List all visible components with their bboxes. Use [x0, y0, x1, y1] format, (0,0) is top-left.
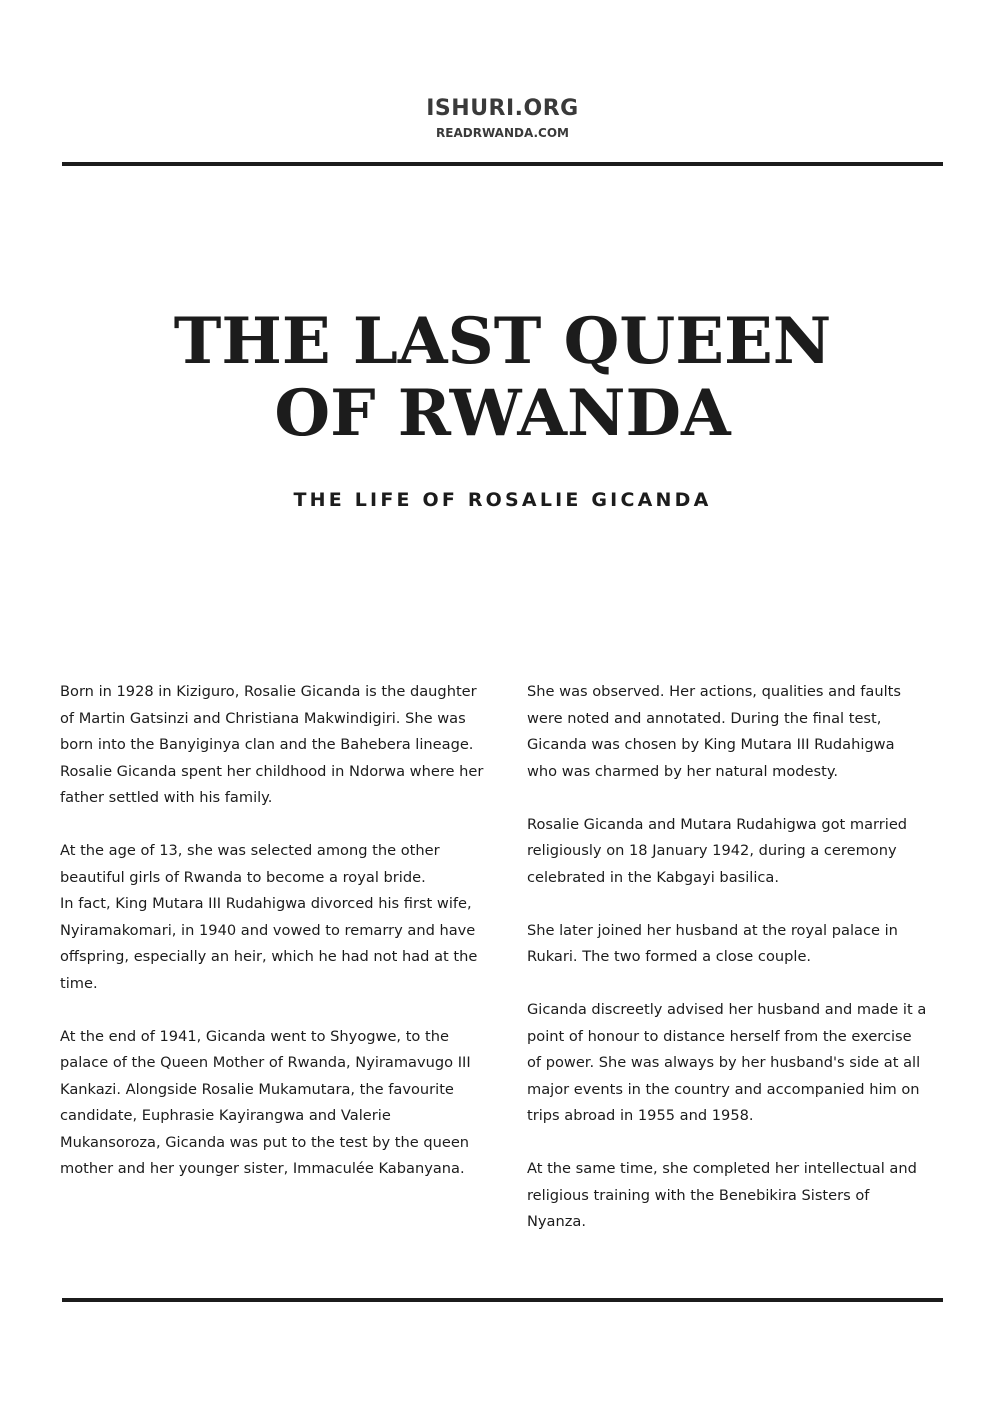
text-line: Kankazi. Alongside Rosalie Mukamutara, the favourite — [60, 1080, 454, 1098]
right-paragraph-3 — [527, 918, 947, 971]
text-line: beautiful girls of Rwanda to become a royal bride. — [60, 868, 426, 886]
left-paragraph-3 — [60, 1024, 508, 1183]
text-line: religious training with the Benebikira Sisters of — [527, 1186, 870, 1204]
text-line: major events in the country and accompanied him on — [527, 1080, 920, 1098]
site-subtitle: READRWANDA.COM — [436, 126, 569, 140]
text-line: offspring, especially an heir, which he had not had at the — [60, 948, 478, 965]
left-paragraph-1 — [60, 679, 508, 812]
text-line: Gicanda was chosen by King Mutara III Rudahigwa — [527, 736, 895, 753]
text-line: She was observed. Her actions, qualities and faults — [527, 683, 901, 700]
right-paragraph-1 — [527, 679, 947, 785]
text-line: father settled with his family. — [60, 789, 273, 806]
page-title — [0, 306, 1005, 450]
text-line: At the age of 13, she was selected among the other — [60, 842, 440, 859]
page-subtitle: THE LIFE OF ROSALIE GICANDA — [293, 489, 712, 511]
text-line: At the end of 1941, Gicanda went to Shyogwe, to the — [60, 1027, 449, 1045]
masthead — [0, 96, 1005, 140]
text-line: Born in 1928 in Kiziguro, Rosalie Gicanda is the daughter — [60, 683, 477, 700]
right-paragraph-2 — [527, 812, 947, 892]
text-line: of power. She was always by her husband's side at all — [527, 1054, 921, 1071]
text-line: trips abroad in 1955 and 1958. — [527, 1107, 754, 1124]
title-line-1: THE LAST QUEEN — [173, 304, 832, 379]
text-line: who was charmed by her natural modesty. — [527, 762, 839, 780]
bottom-divider — [62, 1298, 943, 1302]
text-line: Mukansoroza, Gicanda was put to the test by the queen — [60, 1133, 470, 1151]
text-line: of Martin Gatsinzi and Christiana Makwindigiri. She was — [60, 709, 466, 727]
right-column — [527, 679, 947, 1236]
text-line: In fact, King Mutara III Rudahigwa divorced his first wife, — [60, 895, 472, 912]
text-line: religiously on 18 January 1942, during a ceremony — [527, 842, 897, 859]
text-line: She later joined her husband at the royal palace in — [527, 921, 898, 939]
left-column — [60, 679, 508, 1183]
text-line: point of honour to distance herself from the exercise — [527, 1027, 912, 1045]
text-line: time. — [60, 974, 98, 992]
text-line: mother and her younger sister, Immaculée Kabanyana. — [60, 1160, 465, 1177]
text-line: celebrated in the Kabgayi basilica. — [527, 868, 780, 886]
text-line: Rosalie Gicanda spent her childhood in Ndorwa where her — [60, 762, 484, 780]
title-line-2: OF RWANDA — [274, 376, 731, 451]
text-line: Gicanda discreetly advised her husband and made it a — [527, 1001, 927, 1018]
left-paragraph-2 — [60, 838, 508, 997]
text-line: born into the Banyiginya clan and the Bahebera lineage. — [60, 736, 474, 753]
text-line: Nyanza. — [527, 1213, 586, 1230]
right-paragraph-4 — [527, 997, 947, 1130]
text-line: candidate, Euphrasie Kayirangwa and Valerie — [60, 1107, 391, 1124]
right-paragraph-5 — [527, 1156, 947, 1236]
site-name: ISHURI.ORG — [426, 96, 579, 121]
text-line: Nyiramakomari, in 1940 and vowed to remarry and have — [60, 921, 476, 939]
text-line: were noted and annotated. During the final test, — [527, 709, 882, 727]
text-line: At the same time, she completed her intellectual and — [527, 1160, 917, 1177]
text-line: Rosalie Gicanda and Mutara Rudahigwa got married — [527, 815, 908, 833]
text-line: palace of the Queen Mother of Rwanda, Nyiramavugo III — [60, 1054, 471, 1071]
top-divider — [62, 162, 943, 166]
text-line: Rukari. The two formed a close couple. — [527, 948, 812, 965]
